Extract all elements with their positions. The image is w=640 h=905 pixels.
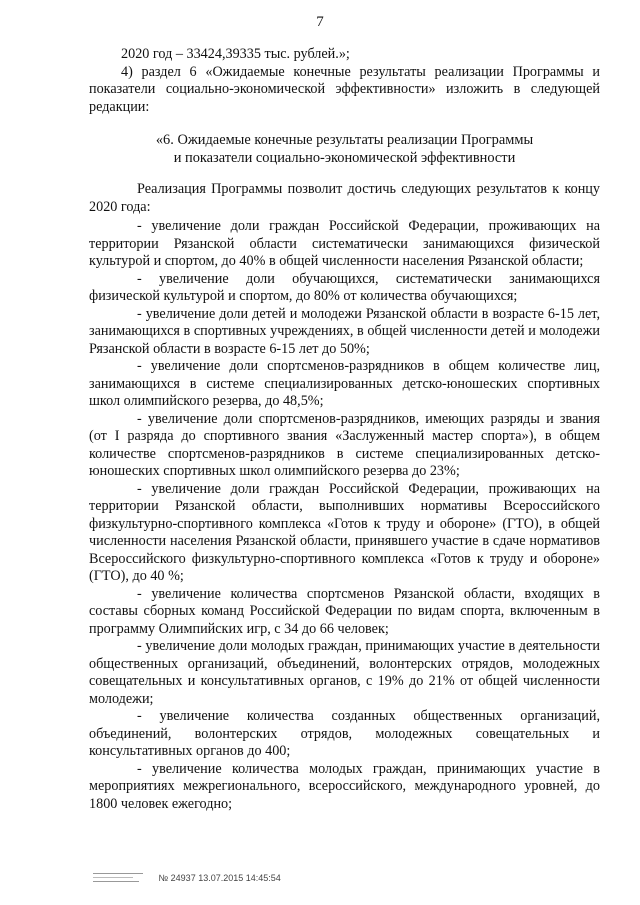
list-item: - увеличение доли граждан Российской Федерации, проживающих на территории Рязанской области систематически занимающихся физической культурой и спортом, до 40% в общей численности населения Рязанской области; — [89, 218, 600, 269]
registration-stamp: № 24937 13.07.2015 14:45:54 — [158, 873, 281, 883]
heading-line-1: «6. Ожидаемые конечные результаты реализации Программы — [155, 132, 534, 148]
list-item: - увеличение доли спортсменов-разрядников в общем количестве лиц, занимающихся в системе специализированных детско-юношеских спортивных школ олимпийского резерва, до 48,5%; — [89, 358, 600, 409]
list-item: - увеличение количества молодых граждан, принимающих участие в мероприятиях межрегионального, всероссийского, международного уровней, до 1800 человек ежегодно; — [89, 760, 600, 812]
section-heading — [89, 132, 600, 167]
document-footer — [92, 870, 281, 886]
list-item: - увеличение доли граждан Российской Федерации, проживающих на территории Рязанской области, выполнивших нормативы Всероссийского физкультурно-спортивного комплекса «Готов к труду и обороне» (ГТО), в общей численности населения Рязанской области, принявшего участие в сдаче нормативов Всероссийского физкультурно-спортивного комплекса «Готов к труду и обороне» (ГТО), до 40 %; — [89, 480, 600, 584]
list-item: - увеличение количества созданных общественных организаций, объединений, волонтерских отрядов, молодежных совещательных и консультативных органов до 400; — [89, 708, 600, 759]
registration-logo-icon — [92, 870, 144, 886]
list-item: - увеличение доли молодых граждан, принимающих участие в деятельности общественных организаций, объединений, волонтерских отрядов, молодежных совещательных и консультативных органов, с 19% до 21% от общей численности молодежи; — [89, 638, 600, 707]
text-paragraph: 4) раздел 6 «Ожидаемые конечные результаты реализации Программы и показатели социально-экономической эффективности» изложить в следующей редакции: — [89, 63, 600, 115]
heading-line-2: и показатели социально-экономической эффективности — [173, 149, 516, 166]
list-item: - увеличение доли обучающихся, систематически занимающихся физической культурой и спортом, до 80% от количества обучающихся; — [89, 270, 600, 304]
text-line: 2020 год – 33424,39335 тыс. рублей.»; — [121, 46, 350, 62]
page-number: 7 — [316, 14, 324, 30]
document-body — [89, 46, 600, 813]
intro-paragraph: Реализация Программы позволит достичь следующих результатов к концу 2020 года: — [89, 181, 600, 215]
list-item: - увеличение количества спортсменов Рязанской области, входящих в составы сборных команд Российской Федерации по видам спорта, включенным в программу Олимпийских игр, с 34 до 66 человек; — [89, 585, 600, 637]
list-item: - увеличение доли спортсменов-разрядников, имеющих разряды и звания (от I разряда до спортивного звания «Заслуженный мастер спорта»), в общем количестве спортсменов-разрядников в системе специализированных детско-юношеских спортивных школ олимпийского резерва до 23%; — [89, 410, 600, 479]
list-item: - увеличение доли детей и молодежи Рязанской области в возрасте 6-15 лет, занимающихся в спортивных учреждениях, в общей численности детей и молодежи Рязанской области в возрасте 6-15 лет до 50%; — [89, 305, 600, 357]
